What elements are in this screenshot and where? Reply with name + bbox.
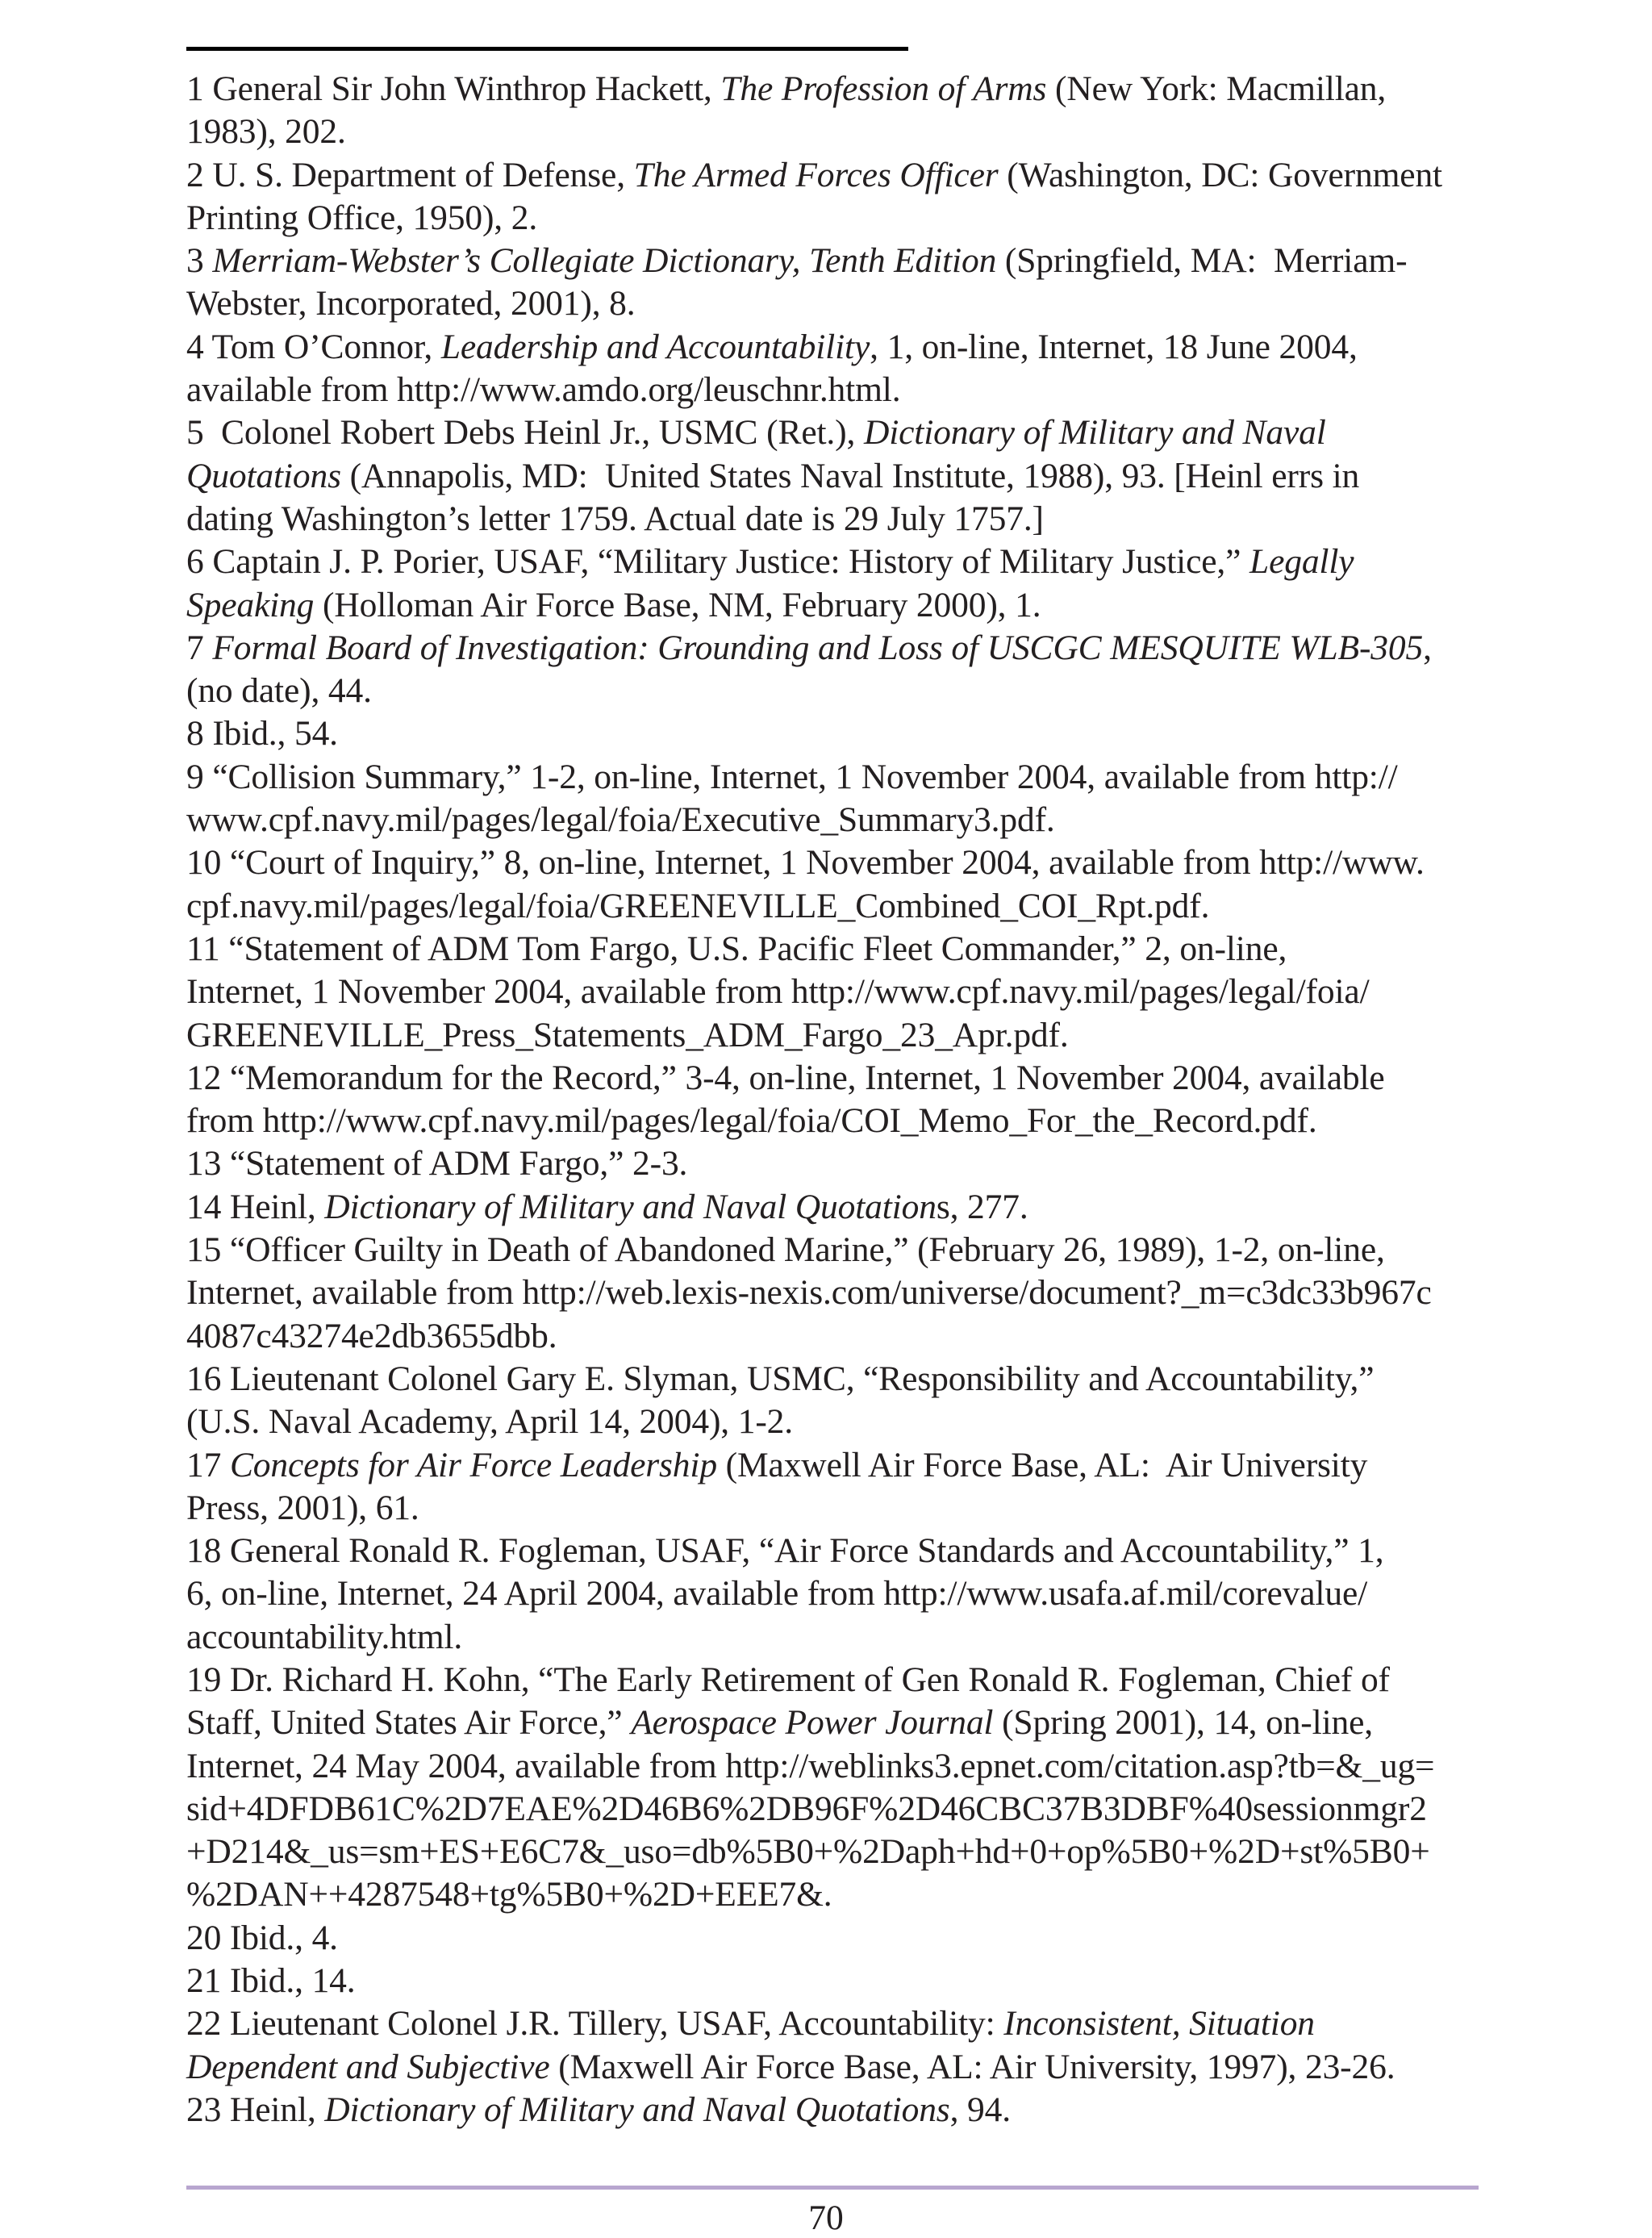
footnote-line bbox=[186, 1572, 1493, 1615]
footnote-text: Internet, available from http://web.lexis-nexis.com/universe/document?_m=c3dc33b967c bbox=[186, 1273, 1432, 1313]
footnote-text: 14 Heinl, bbox=[186, 1187, 325, 1226]
footnote bbox=[186, 2002, 1493, 2089]
footnote-text: (Washington, DC: Government bbox=[998, 155, 1442, 194]
footnote-text: 23 Heinl, bbox=[186, 2090, 325, 2129]
footnote-line bbox=[186, 369, 1493, 411]
footnote-text: GREENEVILLE_Press_Statements_ADM_Fargo_23_Apr.pdf. bbox=[186, 1015, 1069, 1054]
footnote-text: cpf.navy.mil/pages/legal/foia/GREENEVILLE_Combined_COI_Rpt.pdf. bbox=[186, 886, 1210, 925]
footnote-line bbox=[186, 2002, 1493, 2045]
footnote-text: 1983), 202. bbox=[186, 112, 346, 152]
footnote-text: +D214&_us=sm+ES+E6C7&_uso=db%5B0+%2Daph+hd+0+op%5B0+%2D+st%5B0+ bbox=[186, 1832, 1430, 1872]
footnote-text: 7 bbox=[186, 628, 213, 667]
footnote-text: Webster, Incorporated, 2001), 8. bbox=[186, 284, 636, 324]
footnote-text: (Spring 2001), 14, on-line, bbox=[993, 1703, 1374, 1743]
footnote-text: 18 General Ronald R. Fogleman, USAF, “Air Force Standards and Accountability,” 1, bbox=[186, 1531, 1384, 1571]
footnote-text: , 1, on-line, Internet, 18 June 2004, bbox=[870, 327, 1358, 366]
footnote-text: %2DAN++4287548+tg%5B0+%2D+EEE7&. bbox=[186, 1875, 832, 1914]
footnote-text: 4087c43274e2db3655dbb. bbox=[186, 1316, 557, 1355]
footnote bbox=[186, 541, 1493, 627]
footnote-line bbox=[186, 2046, 1493, 2089]
footnote bbox=[186, 411, 1493, 541]
footnote-line bbox=[186, 1444, 1493, 1487]
footnote-line bbox=[186, 541, 1493, 583]
footnote-line bbox=[186, 627, 1493, 670]
footnote-text: 11 “Statement of ADM Tom Fargo, U.S. Pacific Fleet Commander,” 2, on-line, bbox=[186, 929, 1287, 968]
footnote-line bbox=[186, 1271, 1493, 1314]
footnote-italic-text: Legally bbox=[1249, 542, 1354, 582]
footnote bbox=[186, 240, 1493, 326]
footnote-text: 3 bbox=[186, 241, 213, 281]
footnote-text: 19 Dr. Richard H. Kohn, “The Early Retirement of Gen Ronald R. Fogleman, Chief of bbox=[186, 1660, 1390, 1699]
footnote-line bbox=[186, 1487, 1493, 1530]
footnote-text: 5 Colonel Robert Debs Heinl Jr., USMC (Ret.), bbox=[186, 413, 864, 453]
footnote-text: 17 bbox=[186, 1445, 230, 1484]
footnote-text: 16 Lieutenant Colonel Gary E. Slyman, USMC, “Responsibility and Accountability,” bbox=[186, 1359, 1375, 1398]
footnote bbox=[186, 1057, 1493, 1143]
footnote-text: 6, on-line, Internet, 24 April 2004, available from http://www.usafa.af.mil/corevalue/ bbox=[186, 1574, 1368, 1614]
footnote-text: 8 Ibid., 54. bbox=[186, 714, 338, 754]
footnote-text: 21 Ibid., 14. bbox=[186, 1961, 356, 2001]
footnote-line bbox=[186, 1229, 1493, 1271]
footnote bbox=[186, 928, 1493, 1057]
footnote bbox=[186, 1530, 1493, 1659]
footnote-italic-text: Merriam-Webster’s Collegiate Dictionary, Tenth Edition bbox=[212, 241, 997, 281]
footnote-line bbox=[186, 1701, 1493, 1744]
footnote bbox=[186, 1229, 1493, 1358]
footnote-line bbox=[186, 885, 1493, 928]
footnote-line bbox=[186, 282, 1493, 325]
footnote-text: available from http://www.amdo.org/leuschnr.html. bbox=[186, 370, 901, 410]
footnote-italic-text: Inconsistent, Situation bbox=[1003, 2004, 1315, 2044]
footnote-line bbox=[186, 1142, 1493, 1185]
footnote bbox=[186, 712, 1493, 755]
footnote-text: 2 U. S. Department of Defense, bbox=[186, 155, 634, 194]
footnote-text: 10 “Court of Inquiry,” 8, on-line, Internet, 1 November 2004, available from http://www. bbox=[186, 843, 1425, 883]
footnote bbox=[186, 627, 1493, 713]
footnote-italic-text: Dependent and Subjective bbox=[186, 2047, 550, 2086]
footnote bbox=[186, 1142, 1493, 1185]
footnote-line bbox=[186, 1873, 1493, 1916]
footnote-line bbox=[186, 455, 1493, 498]
footnote-text: (Annapolis, MD: United States Naval Institute, 1988), 93. [Heinl errs in bbox=[340, 456, 1360, 495]
footnote bbox=[186, 841, 1493, 928]
footnote-line bbox=[186, 2089, 1493, 2132]
footnote-line bbox=[186, 971, 1493, 1013]
footnote-line bbox=[186, 1057, 1493, 1100]
footnote-text: 20 Ibid., 4. bbox=[186, 1918, 338, 1957]
footnote-italic-text: Formal Board of Investigation: Grounding and Loss of USCGC MESQUITE WLB-305 bbox=[212, 628, 1424, 667]
footnote bbox=[186, 1960, 1493, 2002]
footnote-italic-text: Speaking bbox=[186, 585, 315, 624]
footnote-line bbox=[186, 670, 1493, 712]
footnote bbox=[186, 1659, 1493, 1917]
footnote-text: Press, 2001), 61. bbox=[186, 1488, 419, 1527]
footnote-line bbox=[186, 1358, 1493, 1401]
footnote-text: Internet, 24 May 2004, available from http://weblinks3.epnet.com/citation.asp?tb=&_ug= bbox=[186, 1746, 1435, 1785]
footnote-line bbox=[186, 326, 1493, 369]
footnote-line bbox=[186, 1315, 1493, 1358]
footnote bbox=[186, 1917, 1493, 1960]
footnote-line bbox=[186, 111, 1493, 153]
footnote-text: 4 Tom O’Connor, bbox=[186, 327, 441, 366]
footnote-text: 1 General Sir John Winthrop Hackett, bbox=[186, 69, 721, 108]
footnote-line bbox=[186, 240, 1493, 282]
footnote-line bbox=[186, 1100, 1493, 1142]
footnote-text: 13 “Statement of ADM Fargo,” 2-3. bbox=[186, 1144, 688, 1184]
footnote-separator-rule bbox=[186, 47, 908, 51]
footnote-line bbox=[186, 1960, 1493, 2002]
footnote-text: (no date), 44. bbox=[186, 671, 372, 711]
footnote-text: Staff, United States Air Force,” bbox=[186, 1703, 632, 1743]
footnote-italic-text: Dictionary of Military and Naval Quotations bbox=[324, 2090, 950, 2129]
footnotes-list bbox=[186, 68, 1493, 2132]
footnote-text: s, 277. bbox=[936, 1187, 1028, 1226]
footnote bbox=[186, 2089, 1493, 2132]
footnote-line bbox=[186, 1917, 1493, 1960]
footnote-line bbox=[186, 197, 1493, 240]
footnote-line bbox=[186, 1186, 1493, 1229]
footnote-text: , 94. bbox=[949, 2090, 1011, 2129]
footnote bbox=[186, 1358, 1493, 1444]
footnote-line bbox=[186, 1401, 1493, 1443]
footnote-line bbox=[186, 1659, 1493, 1701]
footnote-text: 12 “Memorandum for the Record,” 3-4, on-line, Internet, 1 November 2004, available bbox=[186, 1058, 1385, 1097]
footnote bbox=[186, 1444, 1493, 1530]
footnote-text: 15 “Officer Guilty in Death of Abandoned Marine,” (February 26, 1989), 1-2, on-line, bbox=[186, 1230, 1385, 1270]
footnote-line bbox=[186, 712, 1493, 755]
footnote-italic-text: Concepts for Air Force Leadership bbox=[229, 1445, 717, 1484]
footnote-line bbox=[186, 1530, 1493, 1572]
footnote bbox=[186, 756, 1493, 842]
footnote-text: 6 Captain J. P. Porier, USAF, “Military Justice: History of Military Justice,” bbox=[186, 542, 1250, 582]
footnote-line bbox=[186, 1788, 1493, 1831]
footnote-text: (Holloman Air Force Base, NM, February 2000), 1. bbox=[314, 585, 1041, 624]
footnote-text: sid+4DFDB61C%2D7EAE%2D46B6%2DB96F%2D46CBC37B3DBF%40sessionmgr2 bbox=[186, 1789, 1427, 1828]
footnote-text: from http://www.cpf.navy.mil/pages/legal/foia/COI_Memo_For_the_Record.pdf. bbox=[186, 1101, 1317, 1141]
footnote-text: (Maxwell Air Force Base, AL: Air University, 1997), 23-26. bbox=[549, 2047, 1395, 2086]
footnote-text: dating Washington’s letter 1759. Actual date is 29 July 1757.] bbox=[186, 499, 1044, 538]
footnote-text: www.cpf.navy.mil/pages/legal/foia/Executive_Summary3.pdf. bbox=[186, 800, 1055, 840]
footnote-text: accountability.html. bbox=[186, 1617, 463, 1656]
footnote bbox=[186, 154, 1493, 240]
footnote-italic-text: Leadership and Accountability bbox=[440, 327, 870, 366]
footnote-text: 22 Lieutenant Colonel J.R. Tillery, USAF, Accountability: bbox=[186, 2004, 1004, 2044]
footnote-line bbox=[186, 154, 1493, 197]
footnote-line bbox=[186, 841, 1493, 884]
footnote bbox=[186, 326, 1493, 412]
footnote-line bbox=[186, 68, 1493, 111]
footnote-line bbox=[186, 1014, 1493, 1057]
footnote-text: Printing Office, 1950), 2. bbox=[186, 198, 538, 237]
footnote-italic-text: Dictionary of Military and Naval Quotation bbox=[324, 1187, 937, 1226]
footnote-line bbox=[186, 928, 1493, 971]
footnote-italic-text: The Armed Forces Officer bbox=[633, 155, 999, 194]
footnote-text: (Springfield, MA: Merriam- bbox=[996, 241, 1408, 281]
footnote-line bbox=[186, 584, 1493, 627]
footnote-italic-text: Dictionary of Military and Naval bbox=[863, 413, 1326, 453]
footnote-line bbox=[186, 1831, 1493, 1873]
footnote-text: (New York: Macmillan, bbox=[1046, 69, 1387, 108]
footnote-line bbox=[186, 1616, 1493, 1659]
footnote-italic-text: Aerospace Power Journal bbox=[631, 1703, 994, 1743]
footnote-italic-text: The Profession of Arms bbox=[720, 69, 1047, 108]
footnote bbox=[186, 1186, 1493, 1229]
footnote-line bbox=[186, 411, 1493, 454]
footnote-text: , bbox=[1423, 628, 1432, 667]
footnote-line bbox=[186, 799, 1493, 841]
footer-rule bbox=[186, 2186, 1479, 2190]
footnote-text: Internet, 1 November 2004, available from http://www.cpf.navy.mil/pages/legal/foia/ bbox=[186, 972, 1370, 1012]
footnote-text: (Maxwell Air Force Base, AL: Air University bbox=[716, 1445, 1368, 1484]
footnote-text: 9 “Collision Summary,” 1-2, on-line, Internet, 1 November 2004, available from http:// bbox=[186, 757, 1398, 796]
page-number: 70 bbox=[808, 2198, 844, 2237]
footnote bbox=[186, 68, 1493, 154]
footnote-italic-text: Quotations bbox=[186, 456, 341, 495]
footnote-text: (U.S. Naval Academy, April 14, 2004), 1-2. bbox=[186, 1402, 793, 1442]
footnote-line bbox=[186, 498, 1493, 541]
footnote-line bbox=[186, 756, 1493, 799]
footnote-line bbox=[186, 1745, 1493, 1788]
